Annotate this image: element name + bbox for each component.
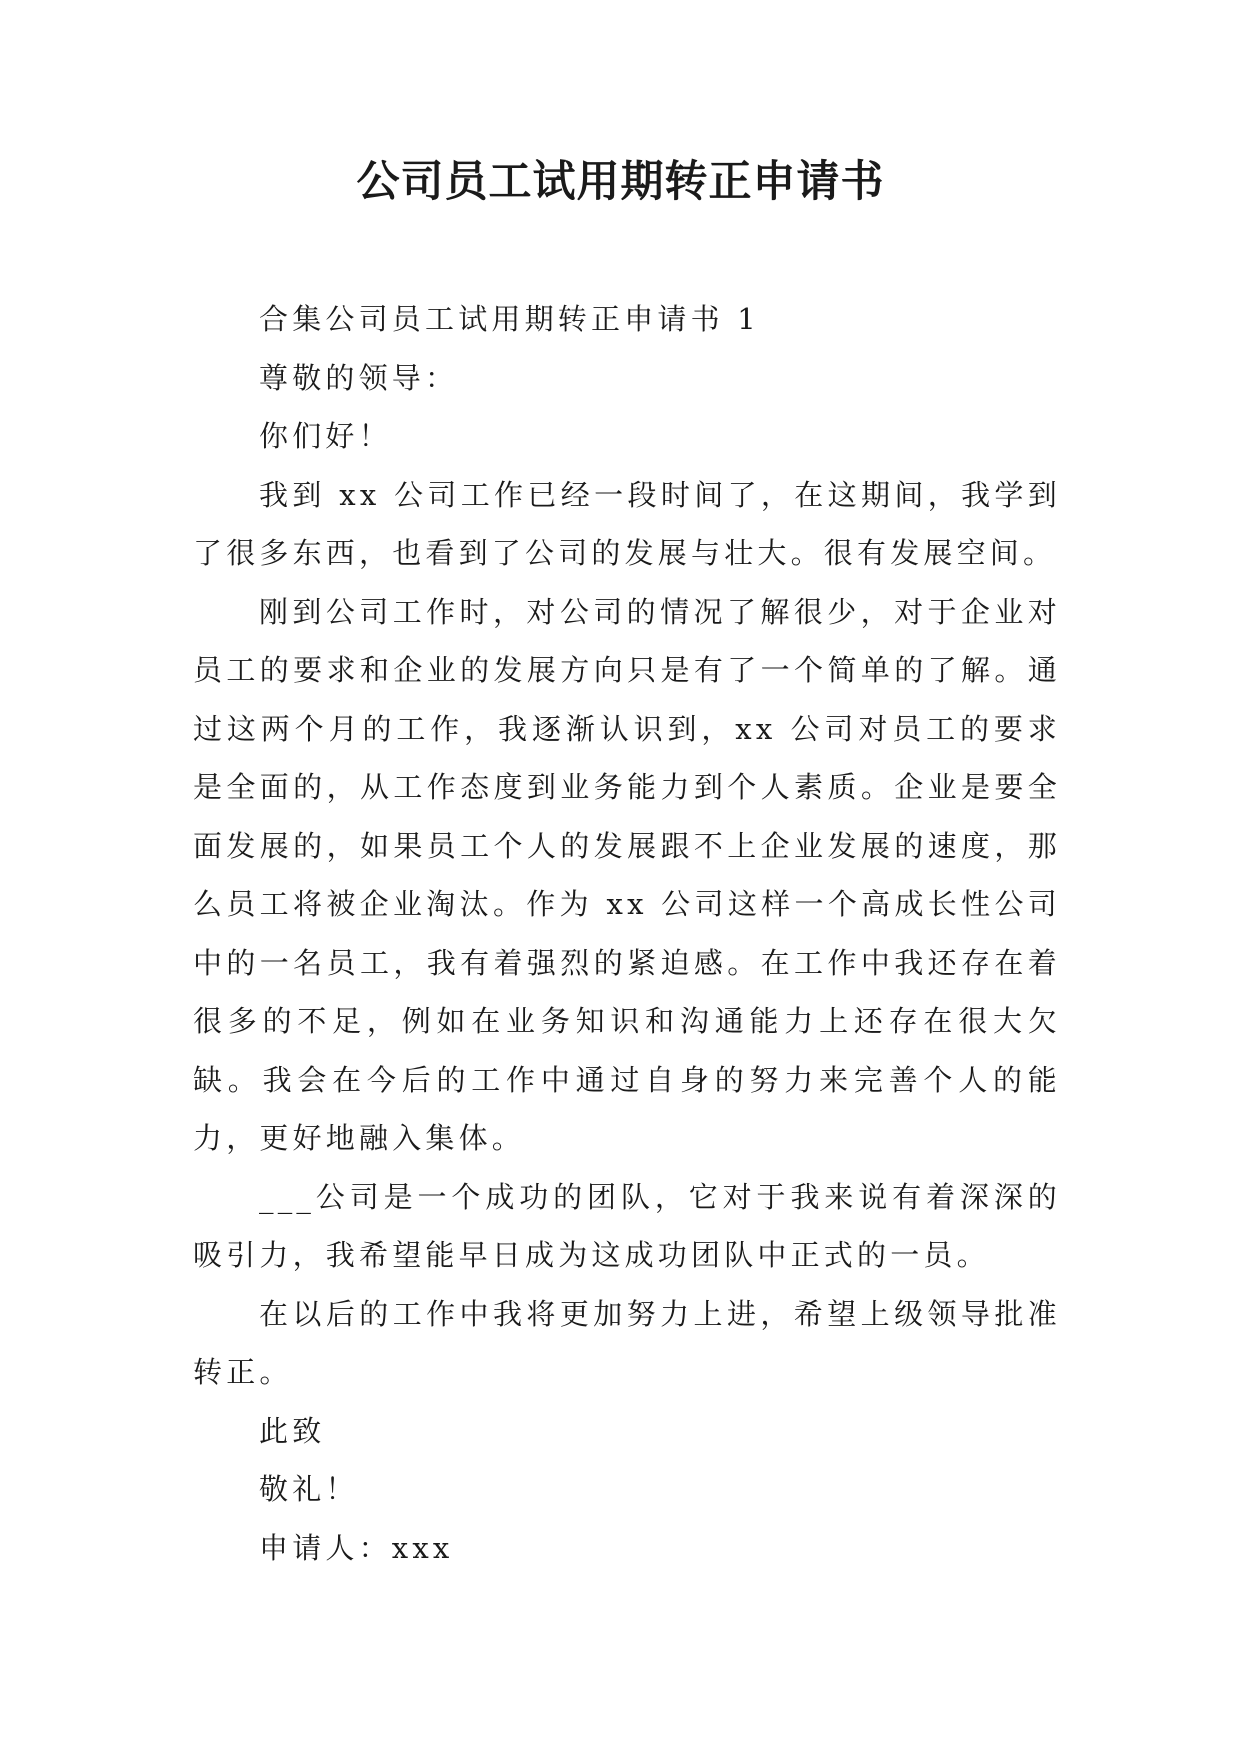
body-paragraph-experience: 刚到公司工作时，对公司的情况了解很少，对于企业对员工的要求和企业的发展方向只是有了一个简单的了解。通过这两个月的工作，我逐渐认识到，xx 公司对员工的要求是全面的，从工作态度到业务能力到个人素质。企业是要全面发展的，如果员工个人的发展跟不上企业发展的速度，那么员工将被企业淘汰。作为 xx 公司这样一个高成长性公司中的一名员工，我有着强烈的紧迫感。在工作中我还存在着很多的不足，例如在业务知识和沟通能力上还存在很大欠缺。我会在今后的工作中通过自身的努力来完善个人的能力，更好地融入集体。 [193, 594, 1061, 1155]
body-paragraph-intro: 我到 xx 公司工作已经一段时间了，在这期间，我学到了很多东西，也看到了公司的发展与壮大。很有发展空间。 [193, 477, 1061, 570]
body-paragraph-request: 在以后的工作中我将更加努力上进，希望上级领导批准转正。 [193, 1296, 1061, 1389]
salutation: 尊敬的领导： [259, 360, 459, 395]
closing-line: 此致 [259, 1413, 326, 1448]
applicant-signature: 申请人：xxx [259, 1530, 454, 1565]
document-body [193, 290, 1061, 1577]
greeting: 你们好！ [259, 419, 392, 453]
document-title: 公司员工试用期转正申请书 [356, 157, 885, 207]
collection-heading: 合集公司员工试用期转正申请书 1 [259, 302, 760, 336]
body-paragraph-team: ___公司是一个成功的团队，它对于我来说有着深深的吸引力，我希望能早日成为这成功团队中正式的一员。 [193, 1179, 1061, 1272]
closing-regards: 敬礼！ [259, 1472, 359, 1506]
